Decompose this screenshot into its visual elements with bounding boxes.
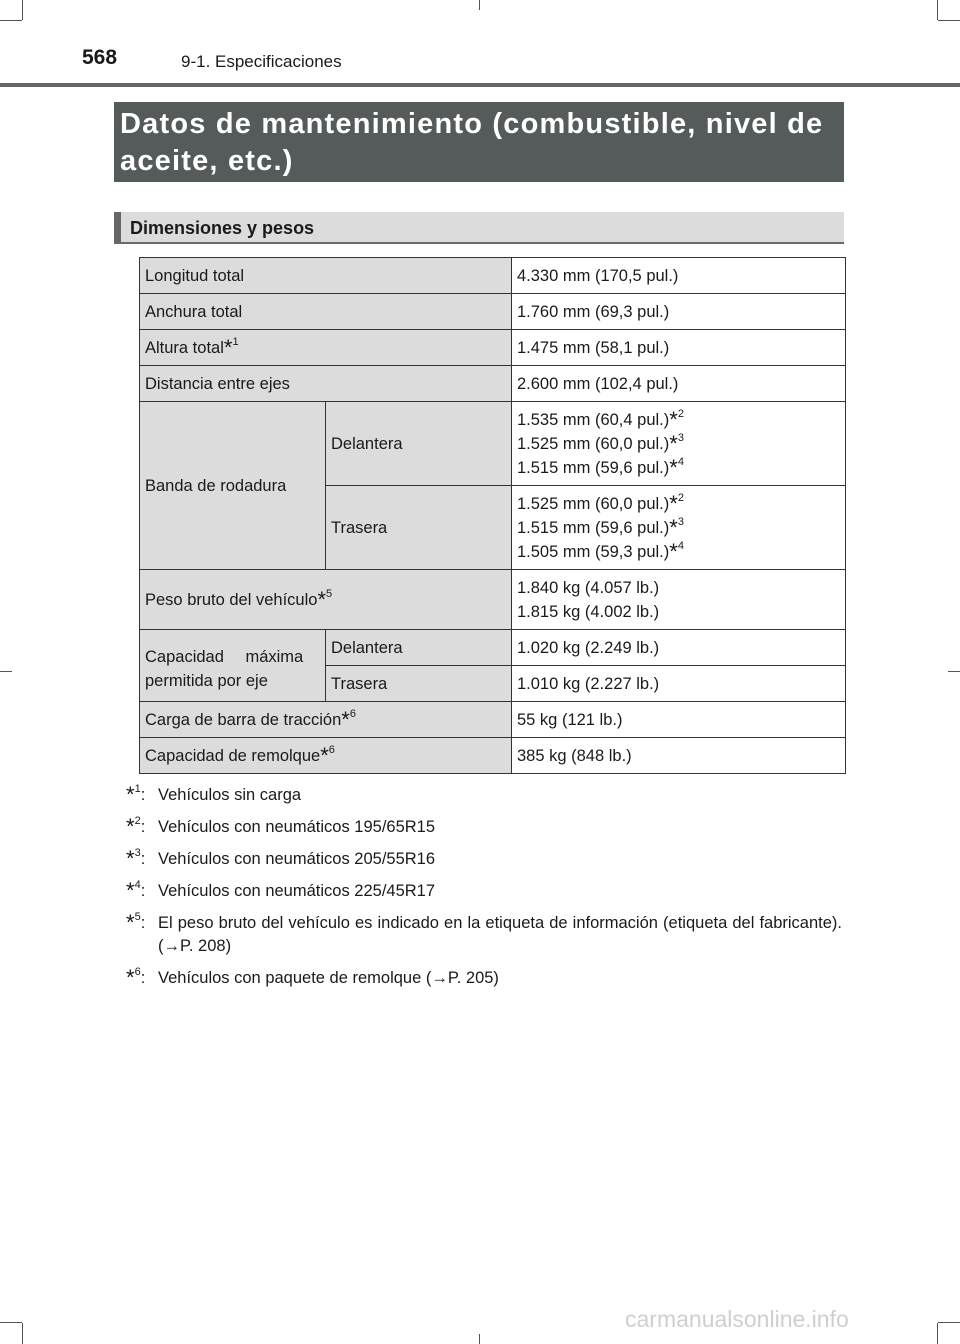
crop-mark (937, 1323, 938, 1344)
row-value: 1.010 kg (2.227 lb.) (512, 666, 846, 702)
dimensions-table (139, 257, 846, 774)
crop-mark (938, 20, 960, 21)
footnote: *$^5$: El peso bruto del vehículo es indicado en la etiqueta de información (etiqueta del fabricante). (→P. 208) (126, 910, 842, 955)
section-label: 9-1. Especificaciones (181, 52, 342, 71)
row-label: Longitud total (140, 258, 512, 294)
title-banner (114, 102, 844, 182)
crop-mark (22, 0, 23, 20)
footnote: *$^3$: Vehículos con neumáticos 205/55R16 (126, 846, 436, 871)
page-number: 568 (82, 46, 118, 69)
sub-label: Delantera (326, 630, 512, 666)
footnote: *$^4$: Vehículos con neumáticos 225/45R17 (126, 878, 436, 903)
crop-mark (479, 0, 480, 10)
crop-mark (479, 1334, 480, 1344)
crop-mark (0, 1322, 22, 1323)
row-value: 1.760 mm (69,3 pul.) (512, 294, 846, 330)
footnote: *$^2$: Vehículos con neumáticos 195/65R15 (126, 814, 436, 839)
footnotes (126, 784, 842, 999)
row-value: 55 kg (121 lb.) (512, 702, 846, 738)
row-value: 2.600 mm (102,4 pul.) (512, 366, 846, 402)
crop-mark (0, 671, 12, 672)
row-value: 1.535 mm (60,4 pul.)*$^2$ 1.525 mm (60,0 pul.)*$^3$ 1.515 mm (59,6 pul.)*$^4$ (512, 402, 846, 486)
subheading-accent (114, 212, 121, 242)
footnote-key: *$^2$: (126, 814, 146, 839)
subheading: Dimensiones y pesos (130, 218, 315, 238)
table-row (140, 738, 846, 774)
footnote-key: *$^4$: (126, 878, 146, 903)
row-value: 1.840 kg (4.057 lb.) 1.815 kg (4.002 lb.) (512, 570, 846, 630)
page-title: Datos de mantenimiento (combustible, nivel de aceite, etc.) (120, 108, 824, 177)
sub-label: Trasera (326, 666, 512, 702)
table-row (140, 366, 846, 402)
row-value: 385 kg (848 lb.) (512, 738, 846, 774)
table-row (140, 330, 846, 366)
table-row (140, 570, 846, 630)
row-label: Peso bruto del vehículo*$^5$ (140, 570, 512, 630)
footnote: *$^6$: Vehículos con paquete de remolque (→P. 205) (126, 965, 499, 990)
row-label: Banda de rodadura (140, 402, 326, 570)
row-label: Carga de barra de tracción*$^6$ (140, 702, 512, 738)
footnote: *$^1$: Vehículos sin carga (126, 782, 302, 807)
footnote-key: *$^5$: (126, 910, 146, 935)
row-label: Altura total*$^1$ (140, 330, 512, 366)
table-row (140, 258, 846, 294)
row-label: Anchura total (140, 294, 512, 330)
row-label: Distancia entre ejes (140, 366, 512, 402)
crop-mark (22, 1323, 23, 1344)
crop-mark (948, 671, 960, 672)
table-row (140, 294, 846, 330)
row-value: 1.475 mm (58,1 pul.) (512, 330, 846, 366)
row-label: Capacidad máxima permitida por eje (140, 630, 326, 702)
crop-mark (938, 1322, 960, 1323)
row-value: 1.525 mm (60,0 pul.)*$^2$ 1.515 mm (59,6 pul.)*$^3$ 1.505 mm (59,3 pul.)*$^4$ (512, 486, 846, 570)
sub-label: Delantera (326, 402, 512, 486)
footnote-key: *$^3$: (126, 846, 146, 871)
watermark: carmanualsonline.info (625, 1306, 849, 1332)
footnote-key: *$^1$: (126, 782, 146, 807)
table-row (140, 702, 846, 738)
subheading-bar (114, 212, 844, 244)
footnote-key: *$^6$: (126, 965, 146, 990)
crop-mark (0, 20, 22, 21)
crop-mark (937, 0, 938, 20)
table-row (140, 402, 846, 486)
sub-label: Trasera (326, 486, 512, 570)
table-row (140, 630, 846, 666)
row-value: 4.330 mm (170,5 pul.) (512, 258, 846, 294)
row-label: Capacidad de remolque*$^6$ (140, 738, 512, 774)
row-value: 1.020 kg (2.249 lb.) (512, 630, 846, 666)
header-rule (0, 83, 960, 87)
